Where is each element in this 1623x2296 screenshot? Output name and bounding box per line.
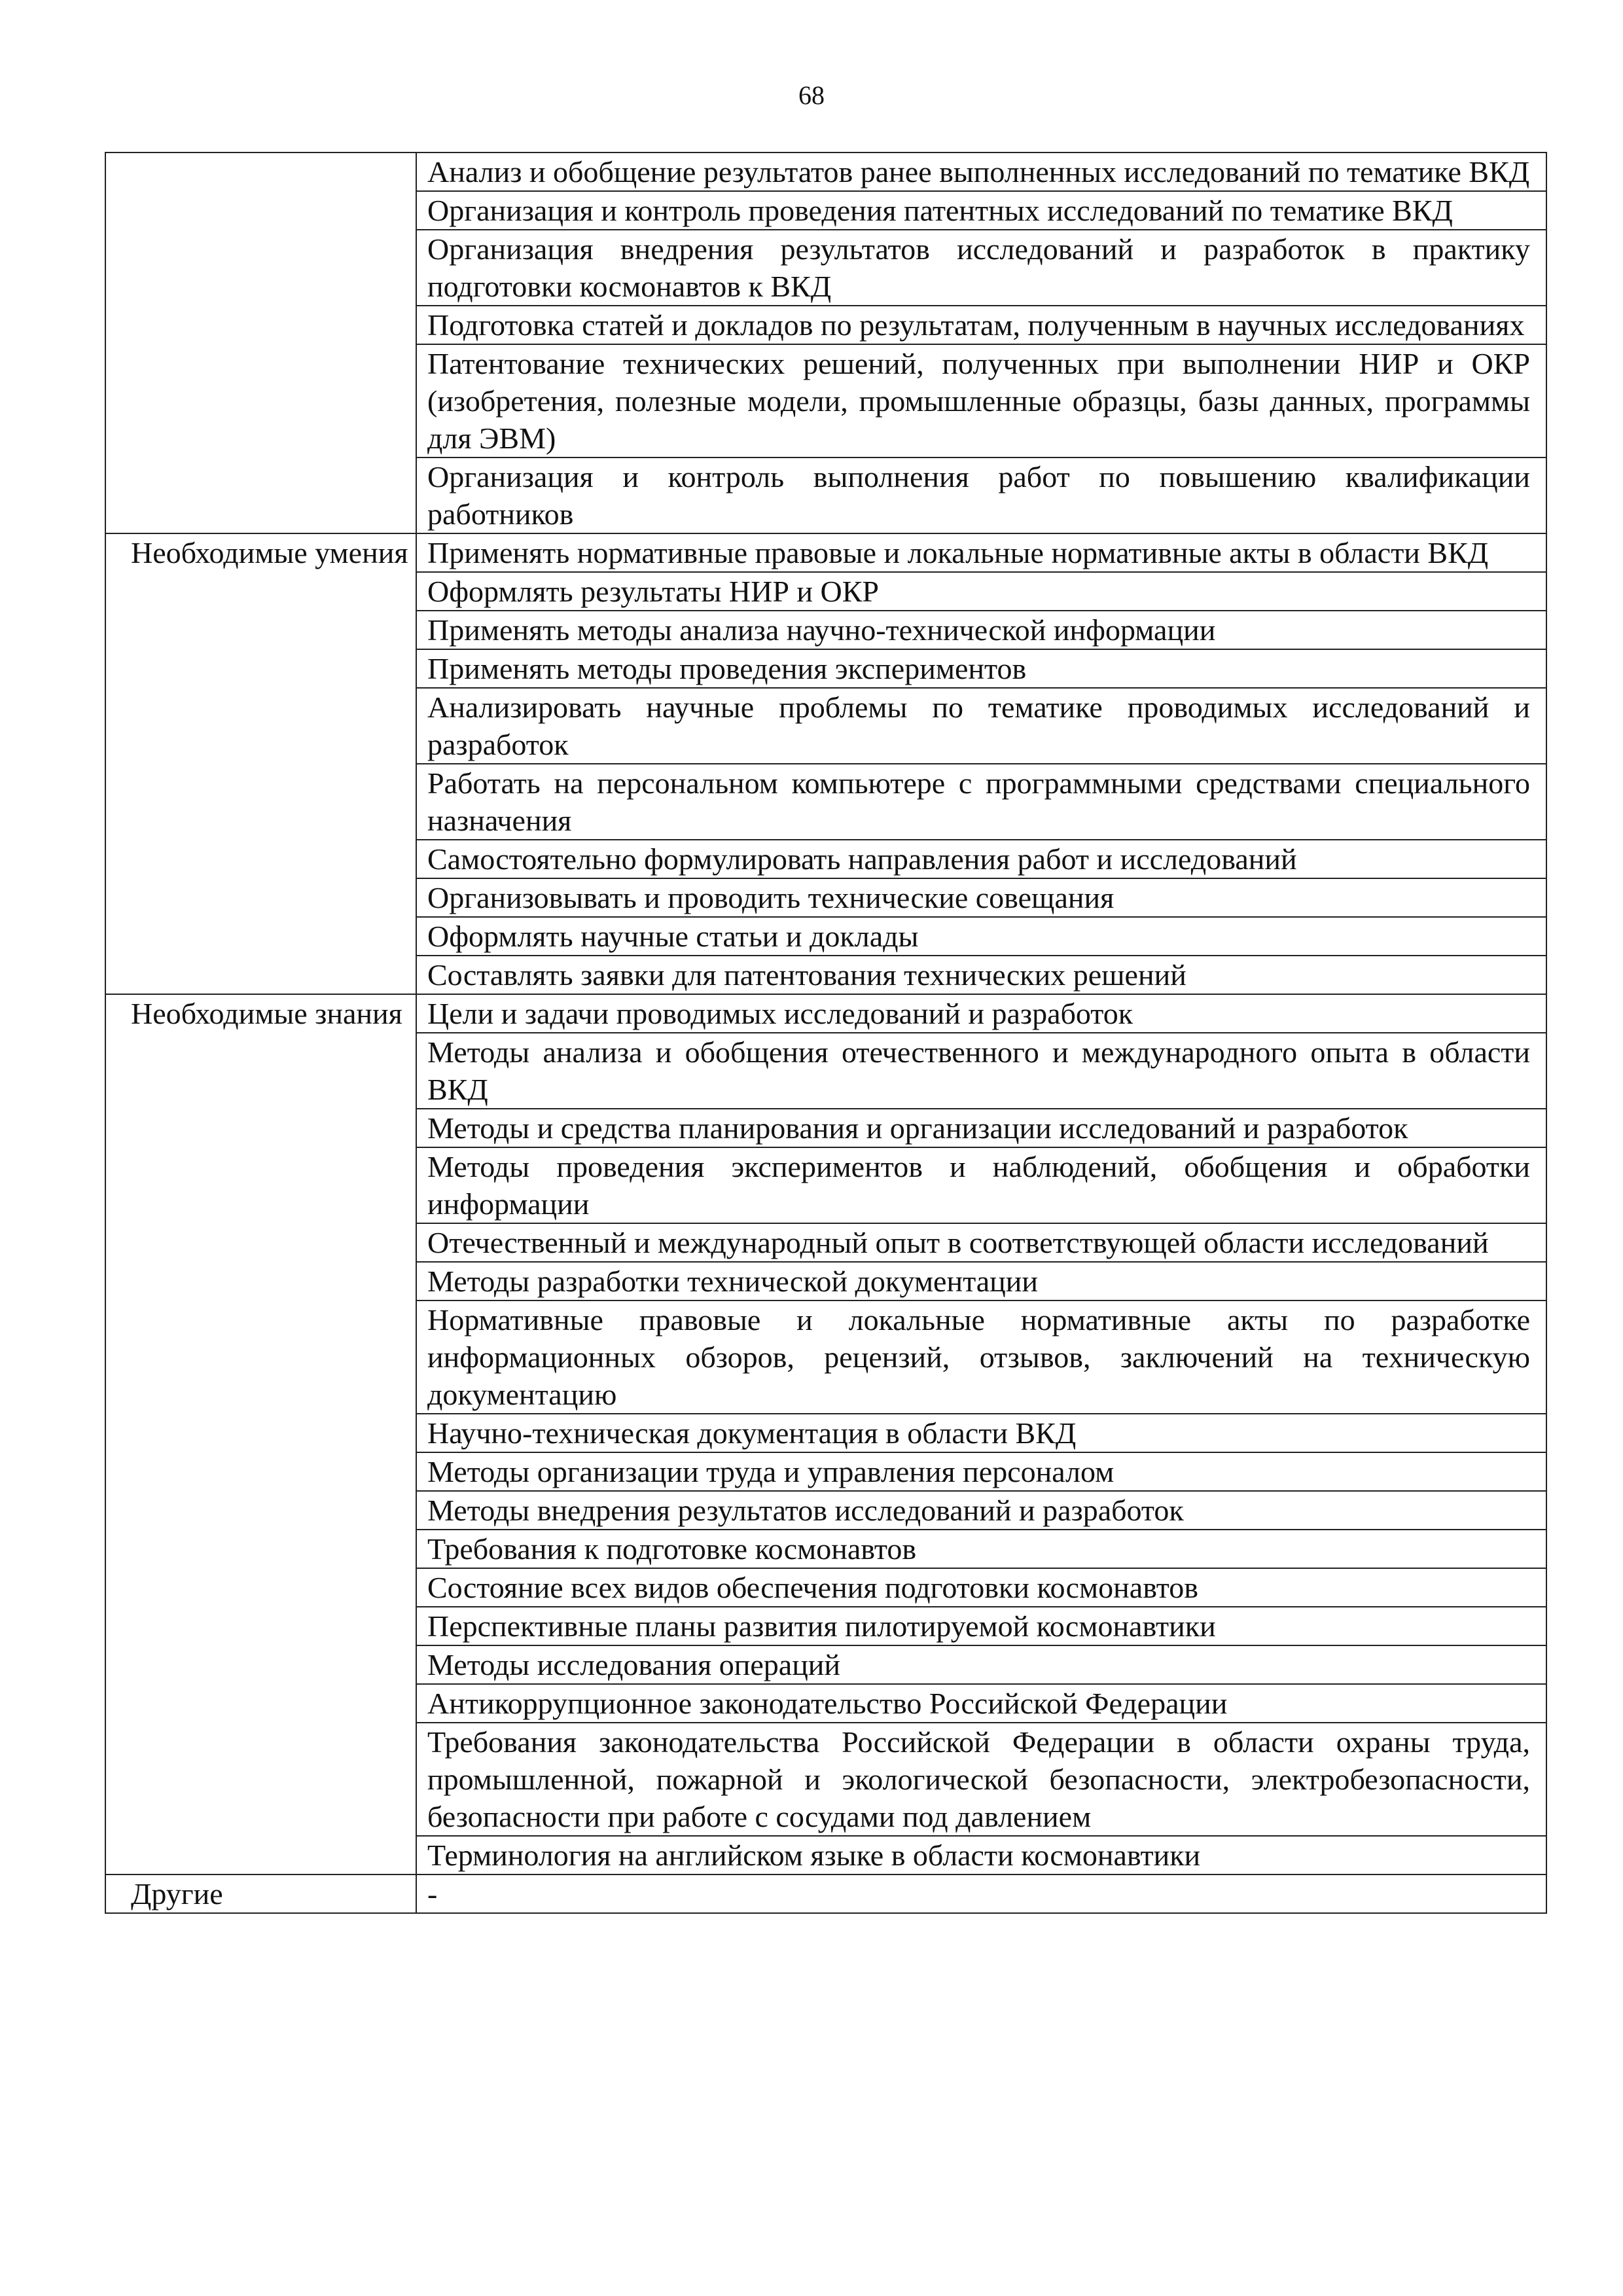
section-item: Патентование технических решений, полученных при выполнении НИР и ОКР (изобретения, полезные модели, промышленные образцы, базы данных, программы для ЭВМ) xyxy=(416,344,1546,457)
section-item: Методы разработки технической документации xyxy=(416,1262,1546,1300)
section-item: Состояние всех видов обеспечения подготовки космонавтов xyxy=(416,1568,1546,1607)
section-item: Оформлять научные статьи и доклады xyxy=(416,917,1546,956)
section-label xyxy=(105,152,416,533)
section-item: Требования законодательства Российской Федерации в области охраны труда, промышленной, пожарной и экологической безопасности, электробезопасности, безопасности при работе с сосудами под давлением xyxy=(416,1723,1546,1836)
section-item: Отечественный и международный опыт в соответствующей области исследований xyxy=(416,1223,1546,1262)
section-item: Анализ и обобщение результатов ранее выполненных исследований по тематике ВКД xyxy=(416,152,1546,191)
section-label: Другие xyxy=(105,1874,416,1913)
section-item: Требования к подготовке космонавтов xyxy=(416,1530,1546,1568)
table-row xyxy=(105,152,1546,191)
section-item: Методы внедрения результатов исследований и разработок xyxy=(416,1491,1546,1530)
section-item: Методы анализа и обобщения отечественного и международного опыта в области ВКД xyxy=(416,1033,1546,1109)
section-label: Необходимые знания xyxy=(105,994,416,1874)
section-item: Организовывать и проводить технические совещания xyxy=(416,878,1546,917)
section-item: Применять нормативные правовые и локальные нормативные акты в области ВКД xyxy=(416,533,1546,572)
table-row xyxy=(105,533,1546,572)
section-item: Научно-техническая документация в области ВКД xyxy=(416,1414,1546,1452)
section-item: Методы исследования операций xyxy=(416,1645,1546,1684)
section-item: Работать на персональном компьютере с программными средствами специального назначения xyxy=(416,764,1546,840)
table-row xyxy=(105,1874,1546,1913)
requirements-table xyxy=(105,152,1547,1914)
section-item: Перспективные планы развития пилотируемой космонавтики xyxy=(416,1607,1546,1645)
section-item: Нормативные правовые и локальные нормативные акты по разработке информационных обзоров, рецензий, отзывов, заключений на техническую документацию xyxy=(416,1300,1546,1414)
section-item: Организация и контроль проведения патентных исследований по тематике ВКД xyxy=(416,191,1546,230)
section-item: Цели и задачи проводимых исследований и разработок xyxy=(416,994,1546,1033)
page-number: 68 xyxy=(798,81,825,110)
section-item: Организация и контроль выполнения работ по повышению квалификации работников xyxy=(416,457,1546,533)
section-item: Применять методы анализа научно-технической информации xyxy=(416,611,1546,649)
section-label: Необходимые умения xyxy=(105,533,416,994)
section-item: Методы организации труда и управления персоналом xyxy=(416,1452,1546,1491)
section-item: Применять методы проведения экспериментов xyxy=(416,649,1546,688)
section-item: Антикоррупционное законодательство Российской Федерации xyxy=(416,1684,1546,1723)
section-item: Составлять заявки для патентования технических решений xyxy=(416,956,1546,994)
table-row xyxy=(105,994,1546,1033)
section-item: Терминология на английском языке в области космонавтики xyxy=(416,1836,1546,1874)
section-item: Самостоятельно формулировать направления работ и исследований xyxy=(416,840,1546,878)
section-item: Методы проведения экспериментов и наблюдений, обобщения и обработки информации xyxy=(416,1147,1546,1223)
section-item: Организация внедрения результатов исследований и разработок в практику подготовки космонавтов к ВКД xyxy=(416,230,1546,306)
section-item: Оформлять результаты НИР и ОКР xyxy=(416,572,1546,611)
section-item: Подготовка статей и докладов по результатам, полученным в научных исследованиях xyxy=(416,306,1546,344)
section-item: - xyxy=(416,1874,1546,1913)
section-item: Методы и средства планирования и организации исследований и разработок xyxy=(416,1109,1546,1147)
section-item: Анализировать научные проблемы по тематике проводимых исследований и разработок xyxy=(416,688,1546,764)
